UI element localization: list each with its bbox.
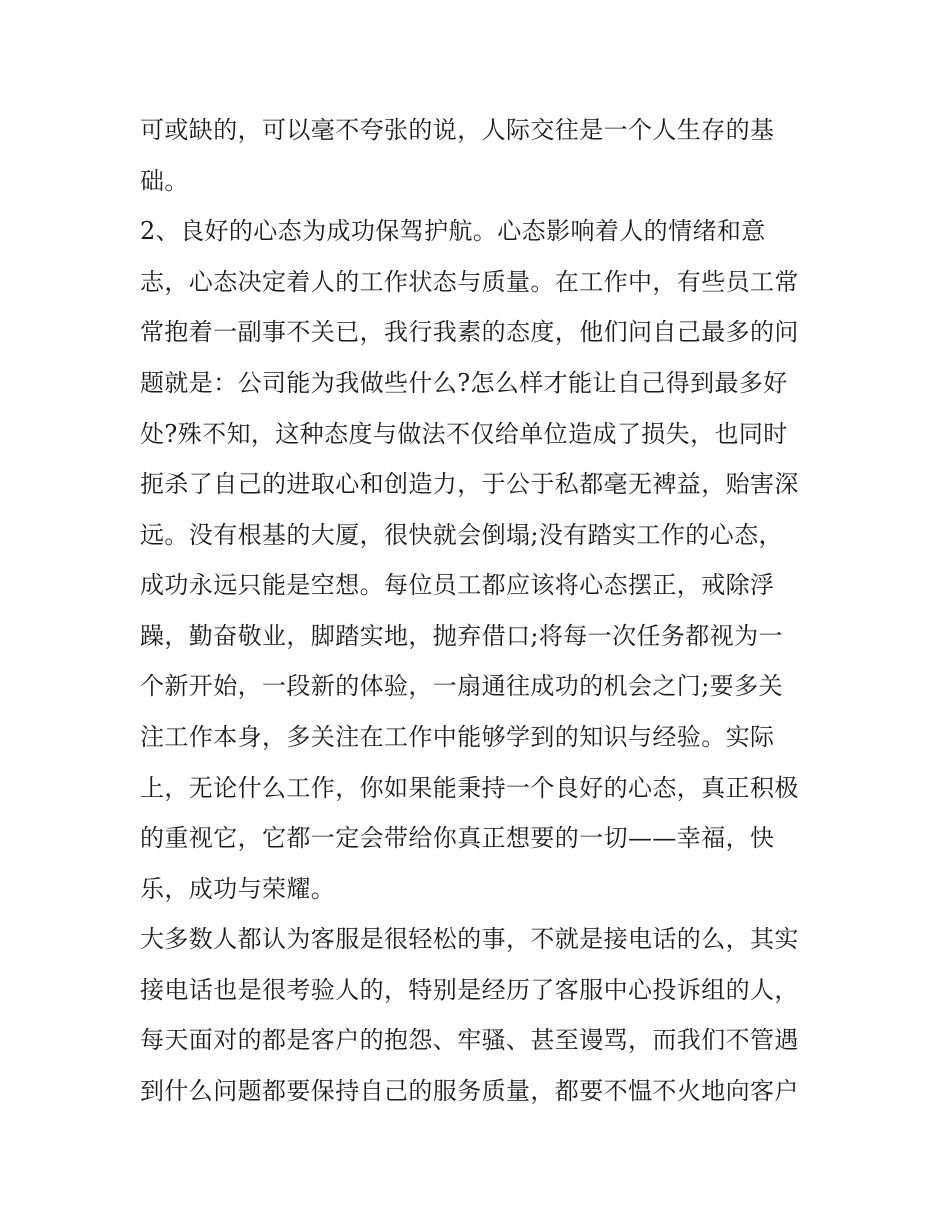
text-line: 躁，勤奋敬业，脚踏实地，抛弃借口;将每一次任务都视为一 bbox=[140, 622, 783, 650]
text-line: 个新开始，一段新的体验，一扇通往成功的机会之门;要多关 bbox=[140, 672, 783, 700]
text-line: 注工作本身，多关注在工作中能够学到的知识与经验。实际 bbox=[140, 723, 775, 751]
text-line: 扼杀了自己的进取心和创造力，于公于私都毫无裨益，贻害深 bbox=[140, 470, 799, 498]
text-line: 成功永远只能是空想。每位员工都应该将心态摆正，戒除浮 bbox=[140, 571, 775, 599]
text-line: 常抱着一副事不关已，我行我素的态度，他们问自己最多的问 bbox=[140, 318, 799, 346]
text-line: 远。没有根基的大厦，很快就会倒塌;没有踏实工作的心态， bbox=[140, 521, 783, 549]
text-line: 础。 bbox=[140, 167, 189, 195]
text-line: 题就是：公司能为我做些什么?怎么样才能让自己得到最多好 bbox=[140, 369, 788, 397]
text-line: 接电话也是很考验人的，特别是经历了客服中心投诉组的人， bbox=[140, 976, 799, 1004]
text-line: 2、良好的心态为成功保驾护航。心态影响着人的情绪和意 bbox=[140, 217, 766, 245]
text-line: 志，心态决定着人的工作状态与质量。在工作中，有些员工常 bbox=[140, 268, 799, 296]
text-line: 的重视它，它都一定会带给你真正想要的一切——幸福，快 bbox=[140, 824, 775, 852]
text-line: 处?殊不知，这种态度与做法不仅给单位造成了损失，也同时 bbox=[140, 420, 788, 448]
text-line: 每天面对的都是客户的抱怨、牢骚、甚至谩骂，而我们不管遇 bbox=[140, 1026, 799, 1054]
text-line: 乐，成功与荣耀。 bbox=[140, 875, 336, 903]
text-line: 大多数人都认为客服是很轻松的事，不就是接电话的么，其实 bbox=[140, 925, 799, 953]
text-line: 到什么问题都要保持自己的服务质量，都要不愠不火地向客户 bbox=[140, 1077, 799, 1105]
text-line: 上，无论什么工作，你如果能秉持一个良好的心态，真正积极 bbox=[140, 774, 799, 802]
text-line: 可或缺的，可以毫不夸张的说，人际交往是一个人生存的基 bbox=[140, 116, 775, 144]
